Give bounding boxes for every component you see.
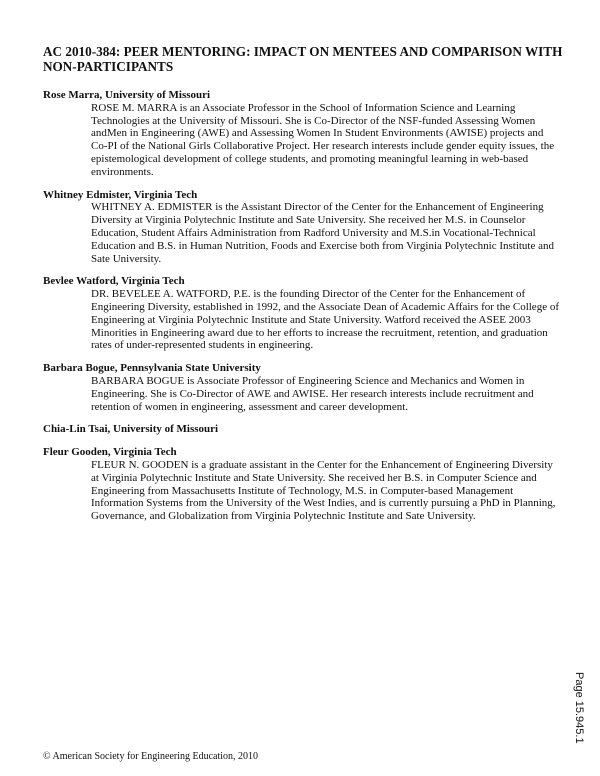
- author-name: Rose Marra, University of Missouri: [43, 89, 211, 101]
- author-bio: BARBARA BOGUE is Associate Professor of Engineering Science and Mechanics and Women in Engineering. She is Co-Director of AWE and AWISE. Her research interests include recruitment and retention of women in engineering, assessment and career development.: [91, 374, 534, 413]
- author-block: [43, 362, 558, 413]
- author-name: Bevlee Watford, Virginia Tech: [43, 275, 185, 288]
- author-block: [43, 423, 558, 436]
- page-number: Page 15.945.1: [573, 672, 585, 744]
- author-list: [43, 89, 558, 533]
- author-bio: DR. BEVELEE A. WATFORD, P.E. is the founding Director of the Center for the Enhancement of Engineering Diversity, established in 1992, and the Associate Dean of Academic Affairs for the College of Engineering at Virginia Polytechnic Institute and State University. Watford received the ASEE 2003 Minorities in Engineering award due to her efforts to increase the recruitment, retention, and graduation rates of under-represented students in engineering.: [91, 288, 559, 352]
- author-bio: FLEUR N. GOODEN is a graduate assistant in the Center for the Enhancement of Engineering Diversity at Virginia Polytechnic Institute and State University. She received her B.S. in Computer Science and Engineering from Massachusetts Institute of Technology, M.S. in Computer-based Management Information Systems from the University of the West Indies, and is currently pursuing a PhD in Planning, Governance, and Globalization from Virginia Polytechnic Institute and Sate University.: [91, 458, 556, 523]
- author-name: Chia-Lin Tsai, University of Missouri: [43, 423, 219, 436]
- author-block: [43, 275, 558, 352]
- author-name: Whitney Edmister, Virginia Tech: [43, 188, 198, 201]
- paper-title: AC 2010-384: PEER MENTORING: IMPACT ON MENTEES AND COMPARISON WITH NON-PARTICIPANTS: [43, 44, 563, 74]
- copyright-footer: © American Society for Engineering Education, 2010: [43, 751, 259, 762]
- author-block: [43, 89, 558, 179]
- author-name: Fleur Gooden, Virginia Tech: [43, 446, 177, 459]
- author-name: Barbara Bogue, Pennsylvania State University: [43, 362, 261, 375]
- author-block: [43, 189, 558, 266]
- author-block: [43, 446, 558, 523]
- author-bio: WHITNEY A. EDMISTER is the Assistant Director of the Center for the Enhancement of Engineering Diversity at Virginia Polytechnic Institute and Sate University. She received her M.S. in Counselor Education, Student Affairs Administration from Radford University and M.S.in Vocational-Technical Education and B.S. in Human Nutrition, Foods and Exercise both from Virginia Polytechnic Institute and Sate University.: [91, 201, 555, 265]
- author-bio: ROSE M. MARRA is an Associate Professor in the School of Information Science and Learning Technologies at the University of Missouri. She is Co-Director of the NSF-funded Assessing Women andMen in Engineering (AWE) and Assessing Women In Student Environments (AWISE) projects and Co-PI of the National Girls Collaborative Project. Her research interests include gender equity issues, the epistemological development of college students, and promoting meaningful learning in web-based environments.: [91, 101, 555, 178]
